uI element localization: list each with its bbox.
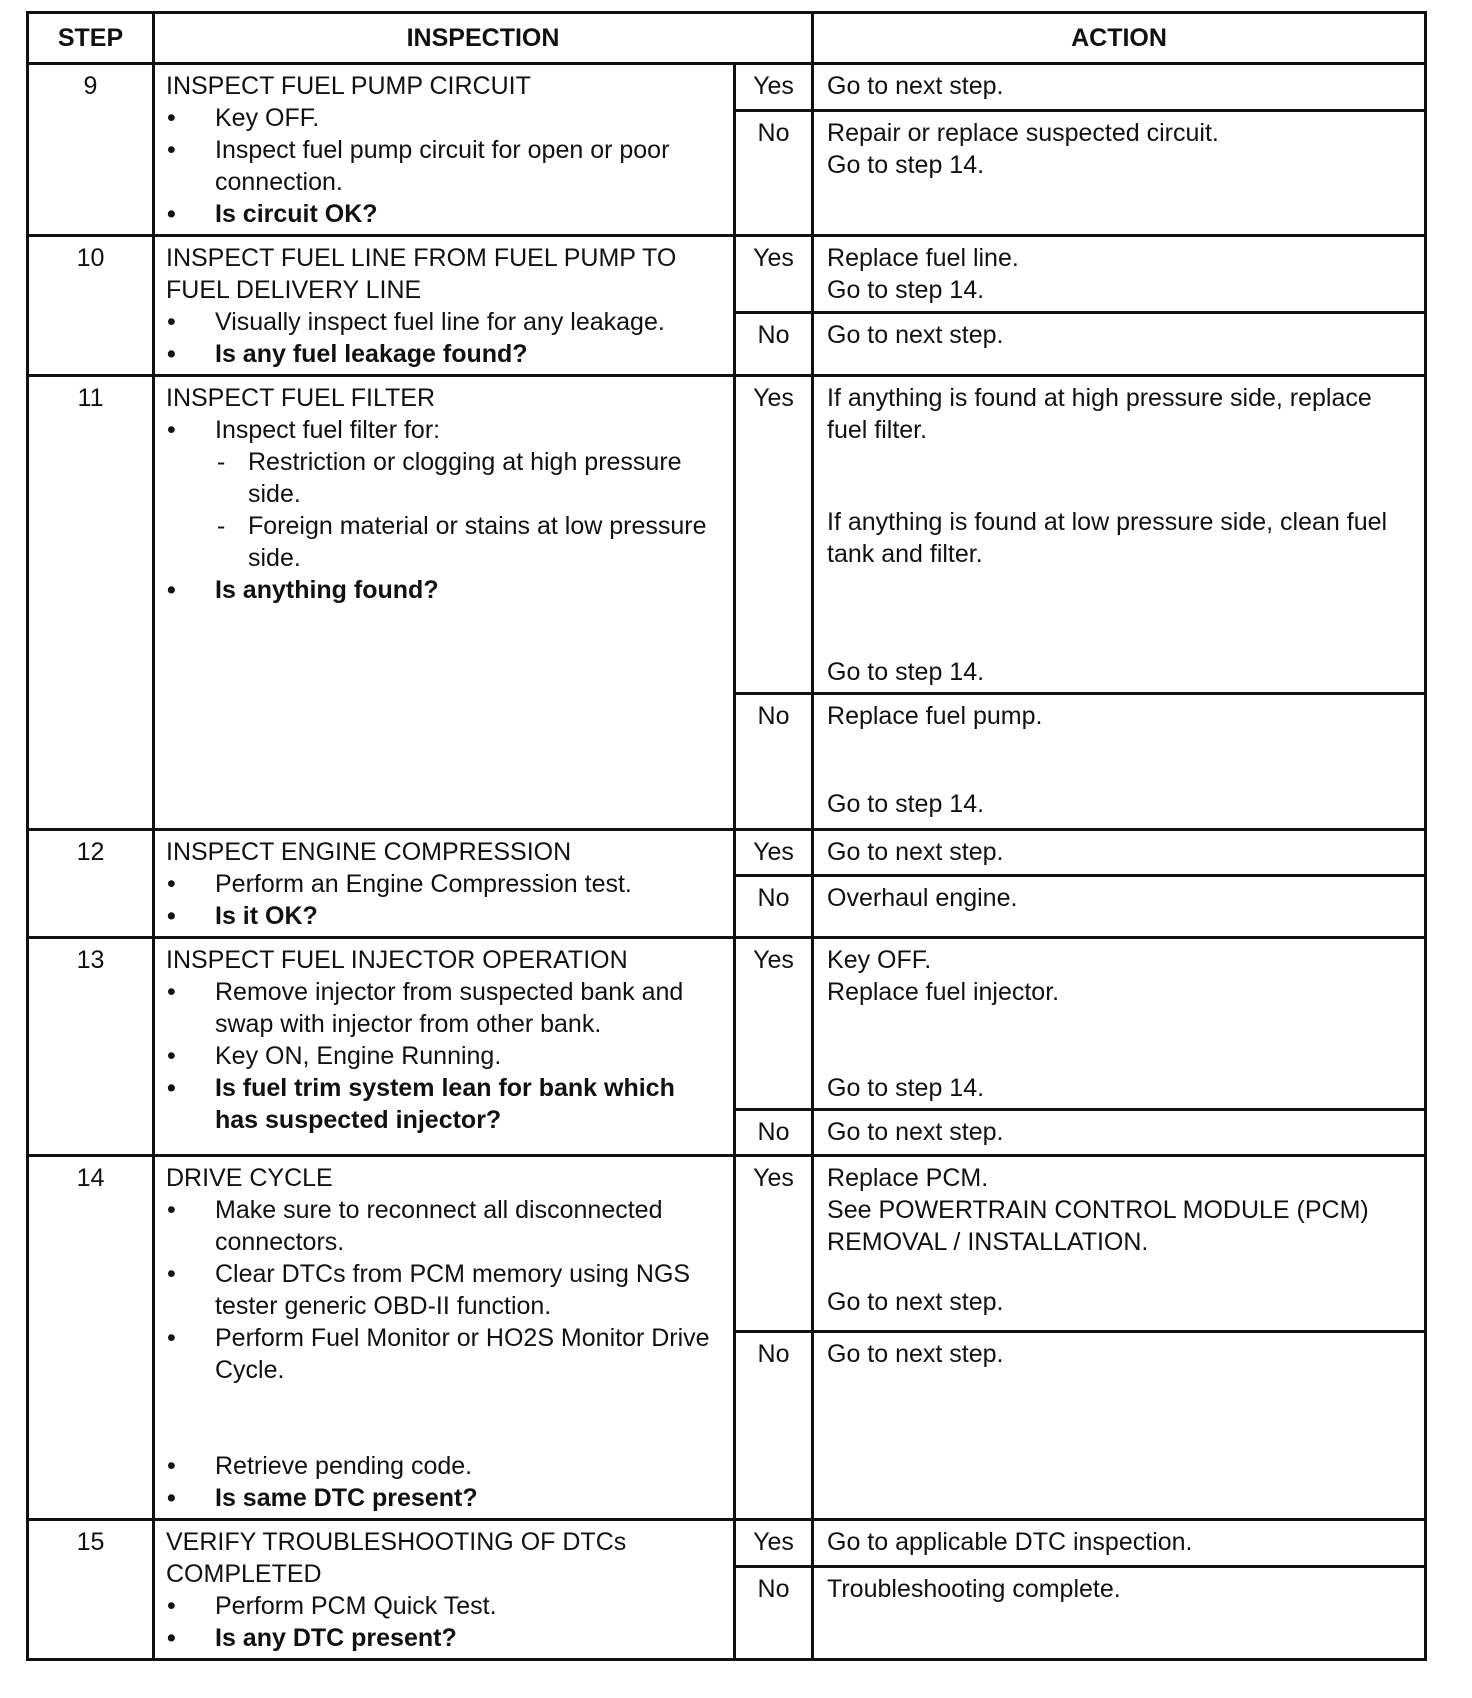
table-row — [28, 236, 1426, 313]
action-line: Go to next step. — [827, 1288, 1004, 1316]
bullet-item: • Inspect fuel pump circuit for open or poor connection. — [166, 134, 722, 198]
bullet-list — [166, 1194, 722, 1514]
action-line: Replace fuel line. — [827, 244, 1019, 272]
bullet-list — [166, 976, 722, 1136]
table-row — [28, 64, 1426, 111]
inspection-cell — [154, 1156, 735, 1520]
bullet-item: • Retrieve pending code. — [166, 1450, 722, 1482]
yes-label: Yes — [735, 236, 813, 313]
bullet-item: • Perform Fuel Monitor or HO2S Monitor Drive Cycle. — [166, 1322, 722, 1386]
inspection-title: VERIFY TROUBLESHOOTING OF DTCs COMPLETED — [166, 1528, 627, 1588]
no-label: No — [735, 1110, 813, 1156]
table-row — [28, 1156, 1426, 1332]
yes-label: Yes — [735, 830, 813, 876]
bullet-list — [166, 868, 722, 932]
bullet-item: • Make sure to reconnect all disconnected connectors. — [166, 1194, 722, 1258]
inspection-cell — [154, 830, 735, 938]
step-number: 10 — [28, 236, 154, 376]
question-bullet: • Is anything found? — [166, 574, 722, 606]
bullet-item: • Key ON, Engine Running. — [166, 1040, 722, 1072]
no-label: No — [735, 111, 813, 236]
inspection-cell — [154, 236, 735, 376]
question-bullet: • Is it OK? — [166, 900, 722, 932]
no-action — [813, 694, 1426, 830]
yes-action — [813, 376, 1426, 694]
yes-label: Yes — [735, 1520, 813, 1567]
bullet-item: • Clear DTCs from PCM memory using NGS tester generic OBD-II function. — [166, 1258, 722, 1322]
question-bullet: • Is circuit OK? — [166, 198, 722, 230]
action-line: Overhaul engine. — [827, 884, 1018, 912]
bullet-list — [166, 306, 722, 370]
no-action — [813, 1566, 1426, 1659]
inspection-cell — [154, 938, 735, 1156]
bullet-list — [166, 414, 722, 606]
bullet-item: • Perform PCM Quick Test. — [166, 1590, 722, 1622]
troubleshooting-table — [26, 11, 1427, 1661]
no-label: No — [735, 1566, 813, 1659]
bullet-item: • Key OFF. — [166, 102, 722, 134]
no-action — [813, 1110, 1426, 1156]
bullet-item — [166, 414, 722, 574]
no-action — [813, 313, 1426, 376]
dash-item: - Restriction or clogging at high pressure side. — [215, 446, 722, 510]
bullet-item: • Remove injector from suspected bank and swap with injector from other bank. — [166, 976, 722, 1040]
inspection-title: INSPECT FUEL FILTER — [166, 384, 436, 412]
no-label: No — [735, 694, 813, 830]
no-label: No — [735, 876, 813, 938]
step-number: 9 — [28, 64, 154, 236]
bullet-text: Inspect fuel filter for: — [215, 416, 441, 444]
action-line: Replace fuel injector. — [827, 978, 1060, 1006]
yes-action — [813, 938, 1426, 1110]
question-bullet: • Is any DTC present? — [166, 1622, 722, 1654]
action-line: If anything is found at low pressure side, clean fuel tank and filter. — [827, 508, 1388, 568]
yes-action — [813, 1156, 1426, 1332]
inspection-cell — [154, 376, 735, 830]
action-line: Replace fuel pump. — [827, 702, 1043, 730]
yes-action — [813, 64, 1426, 111]
action-line: If anything is found at high pressure side, replace fuel filter. — [827, 384, 1372, 444]
no-action — [813, 111, 1426, 236]
no-action — [813, 1331, 1426, 1519]
yes-label: Yes — [735, 376, 813, 694]
troubleshooting-document — [26, 11, 1424, 1661]
step-number: 12 — [28, 830, 154, 938]
inspection-title: INSPECT FUEL INJECTOR OPERATION — [166, 946, 628, 974]
table-row — [28, 938, 1426, 1110]
table-row — [28, 1520, 1426, 1567]
header-action: ACTION — [813, 13, 1426, 64]
no-label: No — [735, 313, 813, 376]
inspection-title: INSPECT FUEL LINE FROM FUEL PUMP TO FUEL DELIVERY LINE — [166, 244, 677, 304]
action-line: Repair or replace suspected circuit. — [827, 119, 1219, 148]
yes-action — [813, 236, 1426, 313]
bullet-list — [166, 102, 722, 230]
action-line: Key OFF. — [827, 946, 932, 974]
table-row — [28, 830, 1426, 876]
action-line: Go to step 14. — [827, 790, 985, 818]
action-line: Go to step 14. — [827, 658, 985, 686]
dash-item: - Foreign material or stains at low pressure side. — [215, 510, 722, 574]
question-bullet: • Is same DTC present? — [166, 1482, 722, 1514]
action-line: Go to next step. — [827, 1339, 1004, 1368]
dash-list — [215, 446, 722, 574]
yes-label: Yes — [735, 64, 813, 111]
action-line: Go to applicable DTC inspection. — [827, 1528, 1193, 1556]
table-row — [28, 376, 1426, 694]
action-line: Go to step 14. — [827, 276, 985, 304]
step-number: 15 — [28, 1520, 154, 1660]
table-header-row — [28, 13, 1426, 64]
step-number: 11 — [28, 376, 154, 830]
no-label: No — [735, 1331, 813, 1519]
action-line: See POWERTRAIN CONTROL MODULE (PCM) REMOVAL / INSTALLATION. — [827, 1196, 1369, 1256]
bullet-item: • Perform an Engine Compression test. — [166, 868, 722, 900]
inspection-cell — [154, 1520, 735, 1660]
bullet-item: • Visually inspect fuel line for any leakage. — [166, 306, 722, 338]
yes-action — [813, 830, 1426, 876]
inspection-title: DRIVE CYCLE — [166, 1164, 333, 1192]
action-line: Replace PCM. — [827, 1164, 989, 1192]
yes-label: Yes — [735, 1156, 813, 1332]
action-line: Go to next step. — [827, 321, 1004, 350]
inspection-title: INSPECT FUEL PUMP CIRCUIT — [166, 72, 531, 100]
action-line: Troubleshooting complete. — [827, 1574, 1121, 1603]
action-line: Go to next step. — [827, 72, 1004, 100]
header-step: STEP — [28, 13, 154, 64]
bullet-list — [166, 1590, 722, 1654]
question-bullet: • Is any fuel leakage found? — [166, 338, 722, 370]
no-action — [813, 876, 1426, 938]
step-number: 14 — [28, 1156, 154, 1520]
step-number: 13 — [28, 938, 154, 1156]
inspection-cell — [154, 64, 735, 236]
action-line: Go to step 14. — [827, 151, 985, 180]
action-line: Go to next step. — [827, 1118, 1004, 1146]
action-line: Go to step 14. — [827, 1074, 985, 1102]
action-line: Go to next step. — [827, 838, 1004, 866]
header-inspection: INSPECTION — [154, 13, 813, 64]
question-bullet: • Is fuel trim system lean for bank which has suspected injector? — [166, 1072, 722, 1136]
yes-label: Yes — [735, 938, 813, 1110]
yes-action — [813, 1520, 1426, 1567]
inspection-title: INSPECT ENGINE COMPRESSION — [166, 838, 572, 866]
